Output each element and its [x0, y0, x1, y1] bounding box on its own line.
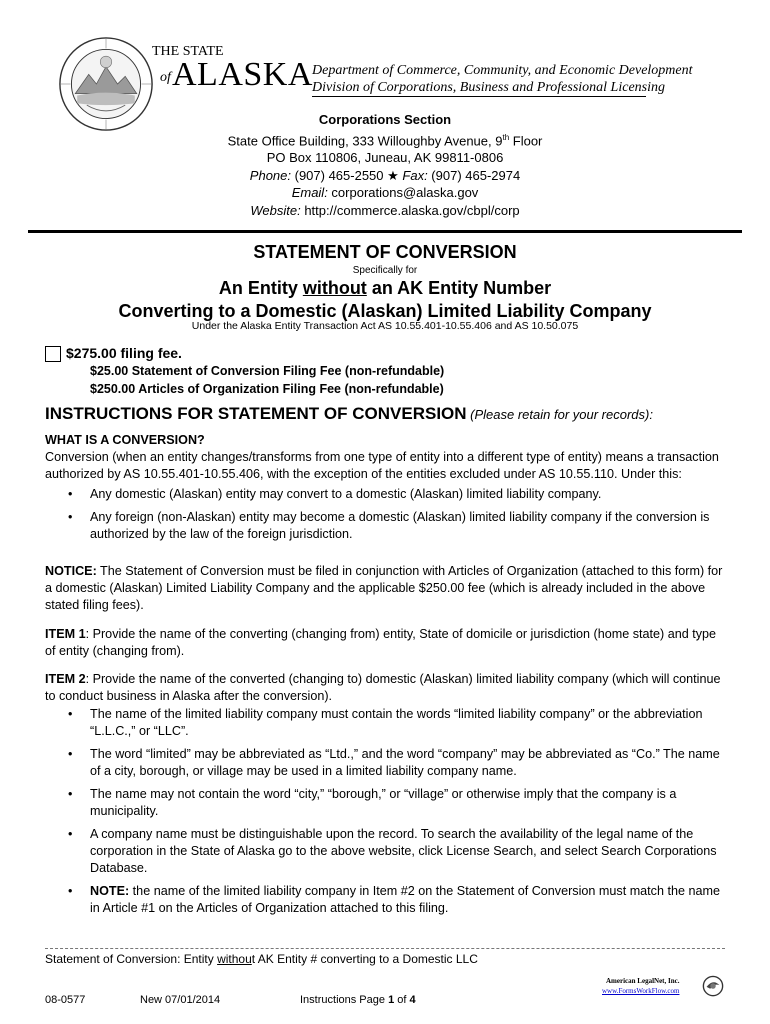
footer-divider	[45, 948, 725, 949]
po-box-line: PO Box 110806, Juneau, AK 99811-0806	[266, 150, 504, 166]
header-divider	[312, 96, 646, 97]
filing-fee-checkbox[interactable]	[45, 346, 61, 362]
instructions-body	[45, 432, 725, 923]
form-subtitle: An Entity without an AK Entity Number Converting to a Domestic (Alaskan) Limited Liability Company	[118, 278, 652, 321]
name-rule-bullets	[45, 706, 725, 917]
item-1-paragraph: ITEM 1: Provide the name of the converting (changing from) entity, State of domicile or jurisdiction (home state) and type of entity (changing from).	[45, 627, 717, 658]
what-is-conversion-heading: WHAT IS A CONVERSION?	[45, 433, 205, 447]
address-line: State Office Building, 333 Willoughby Avenue, 9th Floor	[227, 132, 543, 148]
email-line[interactable]: Email: corporations@alaska.gov	[291, 185, 479, 201]
fee-line: $250.00 Articles of Organization Filing Fee (non-refundable)	[90, 381, 444, 396]
statute-reference: Under the Alaska Entity Transaction Act AS 10.55.401-10.55.406 and AS 10.50.075	[191, 320, 579, 332]
item-2-paragraph: ITEM 2: Provide the name of the converted (changing to) domestic (Alaskan) limited liability company (which will continue to conduct business in Alaska after the conversion).	[45, 672, 721, 703]
list-item: • Any domestic (Alaskan) entity may convert to a domestic (Alaskan) limited liability company.	[90, 486, 725, 503]
list-item: • The name may not contain the word “city,” “borough,” or “village” or otherwise imply that the company is a municipality.	[90, 786, 725, 820]
phone-fax-line: Phone: (907) 465-2550 ★ Fax: (907) 465-2974	[249, 167, 521, 183]
form-date: New 07/01/2014	[140, 994, 221, 1006]
instructions-heading: INSTRUCTIONS FOR STATEMENT OF CONVERSION (Please retain for your records):	[45, 404, 653, 423]
contact-block	[0, 111, 770, 219]
fee-breakdown	[90, 363, 444, 398]
list-item: • The word “limited” may be abbreviated as “Ltd.,” and the word “company” may be abbreviated as “Co.” The name of a city, borough, or village may be used in a limited liability company name.	[90, 746, 725, 780]
filing-fee-total: $275.00 filing fee.	[66, 345, 182, 361]
list-item: • NOTE: the name of the limited liability company in Item #2 on the Statement of Conversion must match the name in Article #1 on the Articles of Organization attached to this filing.	[90, 883, 725, 917]
section-divider	[28, 230, 742, 233]
publisher-name: American LegalNet, Inc.	[606, 977, 680, 985]
list-item: • Any foreign (non-Alaskan) entity may become a domestic (Alaskan) limited liability company if the conversion is authorized by the law of the foreign jurisdiction.	[90, 509, 725, 543]
form-title: STATEMENT OF CONVERSION	[253, 242, 517, 262]
of-label: of	[160, 70, 171, 85]
department-heading	[312, 62, 693, 96]
page-indicator: Instructions Page 1 of 4	[300, 994, 416, 1006]
alaska-wordmark: ALASKA	[172, 56, 313, 93]
department-name: Department of Commerce, Community, and Economic Development	[312, 63, 693, 78]
specifically-for-label: Specifically for	[352, 265, 418, 276]
footer-description: Statement of Conversion: Entity without AK Entity # converting to a Domestic LLC	[45, 952, 478, 966]
star-icon: ★	[387, 167, 399, 183]
list-item: • The name of the limited liability company must contain the words “limited liability company” or the abbreviation “L.L.C.,” or “LLC”.	[90, 706, 725, 740]
section-title: Corporations Section	[318, 112, 452, 127]
website-line[interactable]: Website: http://commerce.alaska.gov/cbpl/corp	[250, 202, 520, 218]
list-item: • A company name must be distinguishable upon the record. To search the availability of the legal name of the corporation in the State of Alaska go to the above website, click License Search, and select Search Corporations Database.	[90, 826, 725, 877]
fee-line: $25.00 Statement of Conversion Filing Fee (non-refundable)	[90, 364, 445, 378]
conversion-bullets	[45, 486, 725, 543]
what-is-conversion-text: Conversion (when an entity changes/transforms from one type of entity into a different type of entity) means a transaction authorized by AS 10.55.401-10.55.406, with the exception of the entities excluded under AS 10.55.110. Under this:	[45, 450, 719, 481]
the-state-label: THE STATE	[152, 44, 224, 59]
notice-paragraph: NOTICE: The Statement of Conversion must be filed in conjunction with Articles of Organization (attached to this form) for a domestic (Alaskan) Limited Liability Company and the applicable $250.00 fee (which is already included in the above stated filing fees).	[45, 564, 723, 612]
publisher-link[interactable]: www.FormsWorkFlow.com	[602, 987, 680, 995]
publisher-credit	[602, 976, 679, 996]
division-name: Division of Corporations, Business and Professional Licensing	[312, 80, 665, 95]
form-number: 08-0577	[45, 994, 86, 1006]
publisher-logo-icon	[702, 975, 724, 997]
